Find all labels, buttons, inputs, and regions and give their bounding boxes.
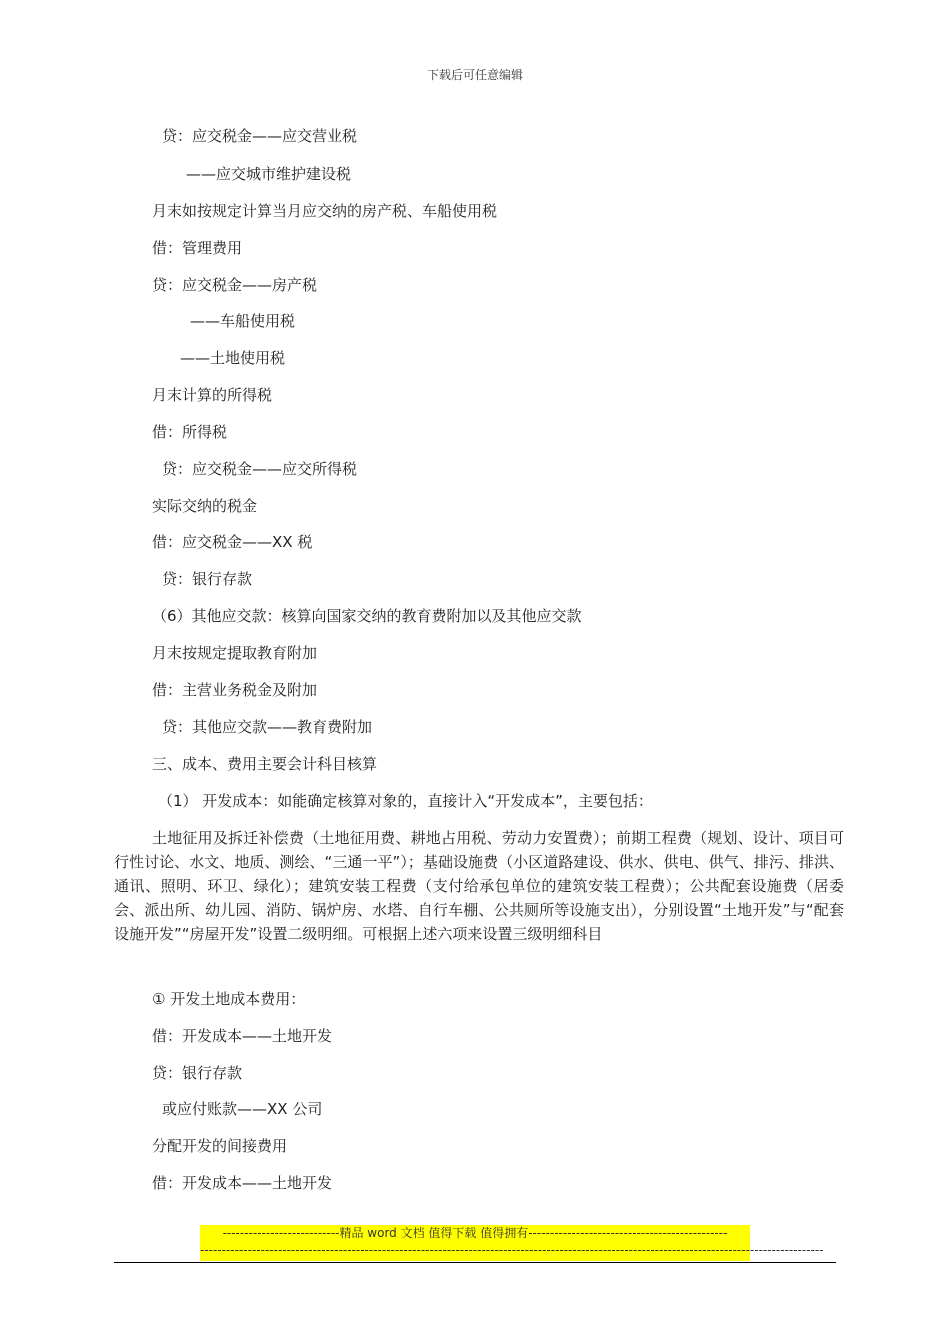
- text-line: 借：所得税: [152, 423, 228, 441]
- text-line: ——土地使用税: [180, 349, 286, 367]
- text-line: 贷：应交税金——应交所得税: [162, 460, 358, 478]
- text-line: 月末按规定提取教育附加: [152, 644, 318, 662]
- text-line: ① 开发土地成本费用：: [152, 990, 306, 1008]
- page-header: 下载后可任意编辑: [426, 68, 523, 82]
- section-heading: 三、成本、费用主要会计科目核算: [152, 755, 378, 773]
- text-line: ——应交城市维护建设税: [186, 165, 352, 183]
- footer-rule: [114, 1262, 836, 1263]
- text-line: 月末计算的所得税: [152, 386, 273, 404]
- text-line: 借：开发成本——土地开发: [152, 1174, 333, 1192]
- footer-line: ------------------------------------------------------------------------------------------------------------------------------------------------: [200, 1243, 824, 1257]
- text-line: 借：应交税金——XX 税: [152, 533, 313, 551]
- text-line: 贷：应交税金——房产税: [152, 276, 318, 294]
- text-line: 贷：银行存款: [152, 1064, 243, 1082]
- footer-line: ---------------------------精品 word 文档 值得下载 值得拥有----------------------------------------------: [222, 1226, 728, 1240]
- text-line: 月末如按规定计算当月应交纳的房产税、车船使用税: [152, 202, 498, 220]
- text-line: （1） 开发成本：如能确定核算对象的，直接计入“开发成本”，主要包括：: [158, 792, 653, 810]
- footer-banner: [200, 1225, 824, 1261]
- text-line: 或应付账款——XX 公司: [162, 1100, 323, 1118]
- text-line: 分配开发的间接费用: [152, 1137, 288, 1155]
- text-line: （6）其他应交款：核算向国家交纳的教育费附加以及其他应交款: [152, 607, 582, 625]
- text-line: 贷：应交税金——应交营业税: [162, 127, 358, 145]
- text-line: ——车船使用税: [190, 312, 296, 330]
- body-paragraph: 土地征用及拆迁补偿费（土地征用费、耕地占用税、劳动力安置费）；前期工程费（规划、设计、项目可行性讨论、水文、地质、测绘、“三通一平”）；基础设施费（小区道路建设、供水、供电、供气、排污、排洪、通讯、照明、环卫、绿化）；建筑安装工程费（支付给承包单位的建筑安装工程费）；公共配套设施费（居委会、派出所、幼儿园、消防、锅炉房、水塔、自行车棚、公共厕所等设施支出），分别设置“土地开发”与“配套设施开发”“房屋开发”设置二级明细。可根据上述六项来设置三级明细科目: [114, 829, 844, 943]
- text-line: 借：主营业务税金及附加: [152, 681, 318, 699]
- text-line: 贷：其他应交款——教育费附加: [162, 718, 373, 736]
- text-line: 实际交纳的税金: [152, 497, 258, 515]
- text-line: 贷：银行存款: [162, 570, 253, 588]
- text-line: 借：管理费用: [152, 239, 243, 257]
- text-line: 借：开发成本——土地开发: [152, 1027, 333, 1045]
